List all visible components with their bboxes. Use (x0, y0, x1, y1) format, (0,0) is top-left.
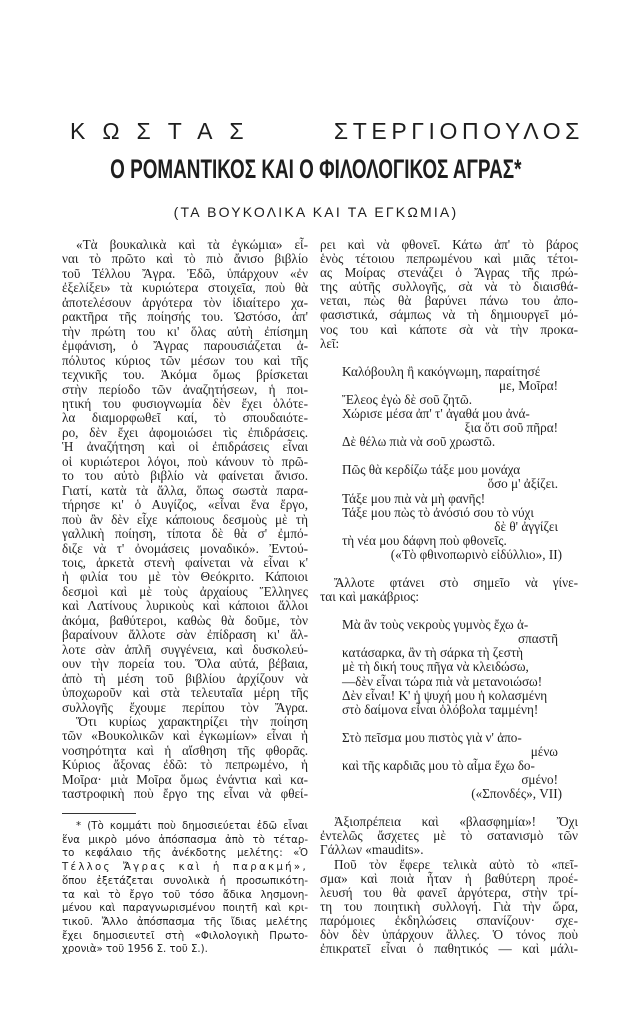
footnote-line: ἔχει δημοσιευτεῖ στὴ «Φιλολογικὴ Πρωτο- (62, 930, 308, 942)
verse-stanza (320, 463, 578, 562)
verse-line: Ἔλεος ἐγὼ δὲ σοῦ ζητῶ. (342, 391, 473, 407)
verse-stanza (320, 731, 578, 801)
text-line: τὴν πρώτη του κι' ὅλας αὐτὴ ἐπίσημη (62, 323, 308, 339)
text-line: ἑνὸς τέτοιου πεπρωμένου καὶ μιᾶς τέτοι- (320, 251, 578, 267)
footnote-line: ἕνα μικρὸ μόνο ἀπόσπασμα ἀπὸ τὸ τέταρ- (62, 834, 308, 846)
text-line: ἐντελῶς ἄσχετες μὲ τὸ σατανισμὸ τῶν (320, 828, 578, 844)
text-line: «Τὰ βουκαλικὰ καὶ τὰ ἐγκώμια» εἶ- (76, 237, 308, 252)
verse-line: σπαστῆ (518, 631, 558, 647)
text-line: ται καὶ μακάβριος: (320, 589, 420, 605)
text-line: ἡ φιλία του μὲ τὸν Θεόκριτο. Κάποιοι (62, 569, 308, 585)
verse-line: Καλόβουλη ἢ κακόγνωμη, παραίτησέ (342, 363, 541, 379)
text-line: διζε νὰ τ' ὀνομάσεις μοναδικό». Ἐντού- (62, 540, 308, 556)
text-line: λευσή του θὰ φανεῖ ἀργότερα, στὴν τρί- (320, 884, 578, 900)
text-line: παρόμοιες ἐκδηλώσεις σπανίζουν· σχε- (320, 912, 578, 928)
text-line: τη του ποιητικὴ συλλογή. Γιὰ τὴν ὥρα, (320, 898, 578, 914)
text-line: ρει καὶ νὰ φθονεῖ. Κάτω ἀπ' τὸ βάρος (320, 237, 578, 252)
text-line: Κύριος ἄξονας ἐδῶ: τὸ πεπρωμένο, ἡ (62, 757, 308, 773)
text-line: ὑποχωροῦν καὶ στὰ τελευταῖα μέρη τῆς (62, 685, 308, 701)
paragraph (320, 815, 578, 857)
text-line: Γάλλων «maudits». (320, 842, 424, 858)
right-column (320, 238, 578, 956)
verse-line: Πῶς θὰ κερδίζω τάξε μου μονάχα (342, 462, 521, 478)
verse-line: Χώρισε μέσα ἀπ' τ' ἀγαθά μου ἀνά- (342, 406, 530, 422)
text-line: στὴν περίοδο τῶν ἀναζητήσεων, ἡ ποι- (62, 381, 308, 397)
author-first-name: ΚΩΣΤΑΣ (70, 118, 261, 144)
verse-line: δὲ θ' ἀγγίζει (494, 518, 558, 534)
text-line: Μοῖρα· μιὰ Μοῖρα ὅμως ἐνάντια καὶ κα- (62, 771, 308, 787)
footnote-line: το κεφάλαιο τῆς ἀνέκδοτης μελέτης: «Ὁ (62, 848, 308, 860)
text-line: της αὐτῆς συλλογῆς, σὰ νὰ τὸ διαισθά- (320, 279, 578, 295)
text-line: δεσμοὶ καὶ μὲ τοὺς ἀρχαίους Ἕλληνες (62, 583, 308, 599)
verse-stanza (320, 618, 578, 717)
text-line: λεῖ: (320, 335, 340, 351)
text-line: Ἀξιοπρέπεια καὶ «βλασφημία»! Ὄχι (334, 814, 578, 830)
verse-citation: («Τὸ φθινοπωρινὸ εἰδύλλιο», ΙΙ) (390, 546, 562, 562)
paragraph (62, 715, 308, 802)
text-line: ητική του φυσιογνωμία δὲν ἔχει ὁλότε- (62, 395, 308, 411)
text-line: ουν τὴν πορεία του. Ὅλα αὐτά, βέβαια, (62, 656, 308, 672)
text-line: το του αὐτὸ βιβλίο νὰ φαίνεται ἄνισο. (62, 468, 308, 484)
text-line: ναι τὸ πρῶτο καὶ τὸ πιὸ ἄνισο βιβλίο (62, 251, 308, 267)
text-line: ρακτῆρα τῆς ποίησής του. Ὡστόσο, ἀπ' (62, 309, 308, 325)
text-line: τοις, ἀρκετὰ στενὴ φαίνεται νὰ εἶναι κ' (62, 554, 308, 570)
paragraph (320, 238, 578, 351)
text-line: λα διαμορφωθεῖ καί, τὸ σπουδαιότε- (62, 410, 308, 426)
verse-line: μένω (530, 743, 558, 759)
footnote-line: ὅπου ἐξετάζεται συνολικὰ ἡ προσωπικότη- (62, 875, 308, 887)
text-line: φασιστικά, σάμπως νὰ τὴ δημιουργεῖ μό- (320, 307, 578, 323)
footnote-line: τικοῦ. Ἄλλο ἀπόσπασμα τῆς ἴδιας μελέτης (62, 916, 308, 928)
footnote-line: Τέλλος Ἄγρας καὶ ἡ παρακμή», (62, 862, 308, 874)
text-line: Ὅτι κυρίως χαρακτηρίζει τὴν ποίηση (76, 713, 308, 729)
text-line: οἱ κυριώτεροι λόγοι, ποὺ κάνουν τὸ πρῶ- (62, 453, 308, 469)
text-line: ἐμφάνιση, ὁ Ἄγρας παρουσιάζεται ἀ- (62, 338, 308, 354)
text-line: ἀκόμα, βαθύτεροι, καθὼς θὰ δοῦμε, τὸν (62, 612, 308, 628)
text-line: ἀπὸ τὴ μέση τοῦ βιβλίου ἀρχίζουν νὰ (62, 670, 308, 686)
article-title (0, 152, 632, 186)
verse-line: με, Μοῖρα! (499, 377, 558, 393)
text-line: σμα» καὶ ποιὰ ἦταν ἡ βαθύτερη προέ- (320, 870, 578, 886)
footnote-line: τα καὶ τὸ ἔργο τοῦ τόσο ἄδικα λησμονη- (62, 889, 308, 901)
verse-line: Δὲν εἶναι! Κ' ἡ ψυχή μου ἡ κολασμένη (342, 687, 548, 703)
article-title-text: Ο ΡΟΜΑΝΤΙΚΟΣ ΚΑΙ Ο ΦΙΛΟΛΟΓΙΚΟΣ ΑΓΡΑΣ* (110, 154, 522, 184)
article-subtitle: (ΤΑ ΒΟΥΚΟΛΙΚΑ ΚΑΙ ΤΑ ΕΓΚΩΜΙΑ) (173, 204, 459, 220)
text-line: Γιατί, κατὰ τὰ ἄλλα, ὅπως σωστὰ παρα- (62, 482, 308, 498)
text-line: ποὺ ἂν δὲν εἶχε κάποιους δεσμοὺς μὲ τὴ (62, 511, 308, 527)
paragraph (320, 576, 578, 604)
verse-line: σμένο! (521, 772, 558, 788)
text-line: Ποῦ τὸν ἔφερε τελικὰ αὐτὸ τὸ «πεῖ- (334, 856, 578, 872)
left-column (62, 238, 308, 802)
footnote-divider (62, 813, 136, 814)
text-line: ταστροφικὴ ποὺ ἔργο της εἶναι νὰ φθεί- (62, 786, 308, 802)
verse-line: Τάξε μου πὼς τὸ ἀνόσιό σου τὸ νύχι (342, 504, 534, 520)
author-last-name: ΣΤΕΡΓΙΟΠΟΥΛΟΣ (333, 118, 584, 144)
verse-line: ξια ὅτι σοῦ πῆρα! (464, 420, 558, 436)
verse-line: καὶ τῆς καρδιᾶς μου τὸ αἷμα ἔχω δο- (342, 758, 535, 773)
text-line: δὸν δὲν ὑπάρχουν ἄλλες. Ὁ τόνος ποὺ (320, 927, 578, 943)
text-line: Ἄλλοτε φτάνει στὸ σημεῖο νὰ γίνε- (334, 574, 578, 590)
footnote-line: μένου καὶ παραγνωρισμένου ποιητῆ καὶ κρι- (62, 903, 308, 915)
text-line: ἀποτελέσουν ἀργότερα τὸν ἰδιαίτερο χα- (62, 294, 308, 310)
verse-line: —δὲν εἶναι τώρα πιὰ νὰ μετανοιώσω! (342, 673, 543, 689)
verse-line: στὸ δαίμονα εἶναι ὁλόβολα ταμμένη! (342, 701, 539, 717)
text-line: νοσηρότητα καὶ ἡ αἴσθηση τῆς φθορᾶς. (62, 742, 308, 758)
verse-line: μὲ τὴ δική τους πῆγα νὰ κλειδώσω, (342, 659, 529, 675)
text-line: τοῦ Τέλλου Ἄγρα. Ἐδῶ, ὑπάρχουν «ἐν (62, 265, 308, 281)
footnote-line: χρονιὰ» τοῦ 1956 Σ. τοῦ Σ.). (62, 944, 208, 956)
text-line: τεχνικῆς του. Ἀκόμα ὅμως βρίσκεται (62, 367, 308, 383)
verse-line: κατάσαρκα, ἂν τὴ σάρκα τὴ ζεστὴ (342, 645, 524, 661)
text-line: ρο, δὲν ἔχει ἀφομοιώσει τὶς ἐπιδράσεις. (62, 424, 308, 440)
text-line: βαραίνουν ἄλλοτε σὰν ἐπίδραση κι' ἄλ- (62, 627, 308, 643)
verse-citation: («Σπονδές», VII) (471, 786, 562, 802)
text-line: τήρησε κι' ὁ Αυγίζος, «εἶναι ἕνα ἔργο, (62, 497, 308, 513)
text-line: Ἡ ἀναζήτηση καὶ οἱ ἐπιδράσεις εἶναι (62, 439, 308, 455)
text-line: ἐξελίξει» τὰ κυριώτερα στοιχεῖα, ποὺ θὰ (62, 280, 308, 296)
verse-line: ὅσο μ' ἀξίζει. (487, 476, 558, 492)
text-line: νος του καὶ κάποτε σὰ νὰ τὴν προκα- (320, 321, 578, 337)
paragraph (320, 858, 578, 957)
text-line: καὶ Λατίνους λυρικοὺς καὶ κάποιοι ἄλλοι (62, 598, 308, 614)
footnote-line: * (Τὸ κομμάτι ποὺ δημοσιεύεται ἐδῶ εἶναι (76, 821, 308, 832)
verse-line: τὴ νέα μου δάφνη ποὺ φθονεῖς. (342, 532, 507, 548)
text-line: πόλυτος κύριος τῶν μέσων του καὶ τῆς (62, 352, 308, 368)
text-line: συλλογῆς ἔχουμε περίπου τὸν Ἄγρα. (62, 699, 308, 715)
text-line: ας Μοίρας στενάζει ὁ Ἄγρας τῆς πρώ- (320, 265, 578, 281)
text-line: νεται, πὼς θὰ βαρύνει πάνω του ἀπο- (320, 293, 578, 309)
verse-line: Τάξε μου πιὰ νὰ μὴ φανῆς! (342, 490, 486, 506)
verse-line: Μὰ ἂν τοὺς νεκροὺς γυμνὸς ἔχω ἀ- (342, 617, 529, 633)
author-name (70, 116, 584, 146)
text-line: τῶν «Βουκολικῶν καὶ ἐγκωμίων» εἶναι ἡ (62, 728, 308, 744)
text-line: γαλλικὴ ποίηση, τίποτα δὲ θὰ σ' ἐμπό- (62, 526, 308, 542)
text-line: ἐπικρατεῖ εἶναι ὁ παθητικός — καὶ μάλι- (320, 941, 578, 957)
text-line: λοτε σὰν ἁπλῆ συγγένεια, καὶ δυσκολεύ- (62, 641, 308, 657)
footnote (62, 820, 308, 957)
verse-stanza (320, 365, 578, 450)
paragraph (62, 238, 308, 715)
verse-line: Στὸ πεῖσμα μου πιστὸς γιὰ ν' ἀπο- (342, 729, 522, 745)
verse-line: Δὲ θέλω πιὰ νὰ σοῦ χρωστῶ. (342, 434, 496, 450)
